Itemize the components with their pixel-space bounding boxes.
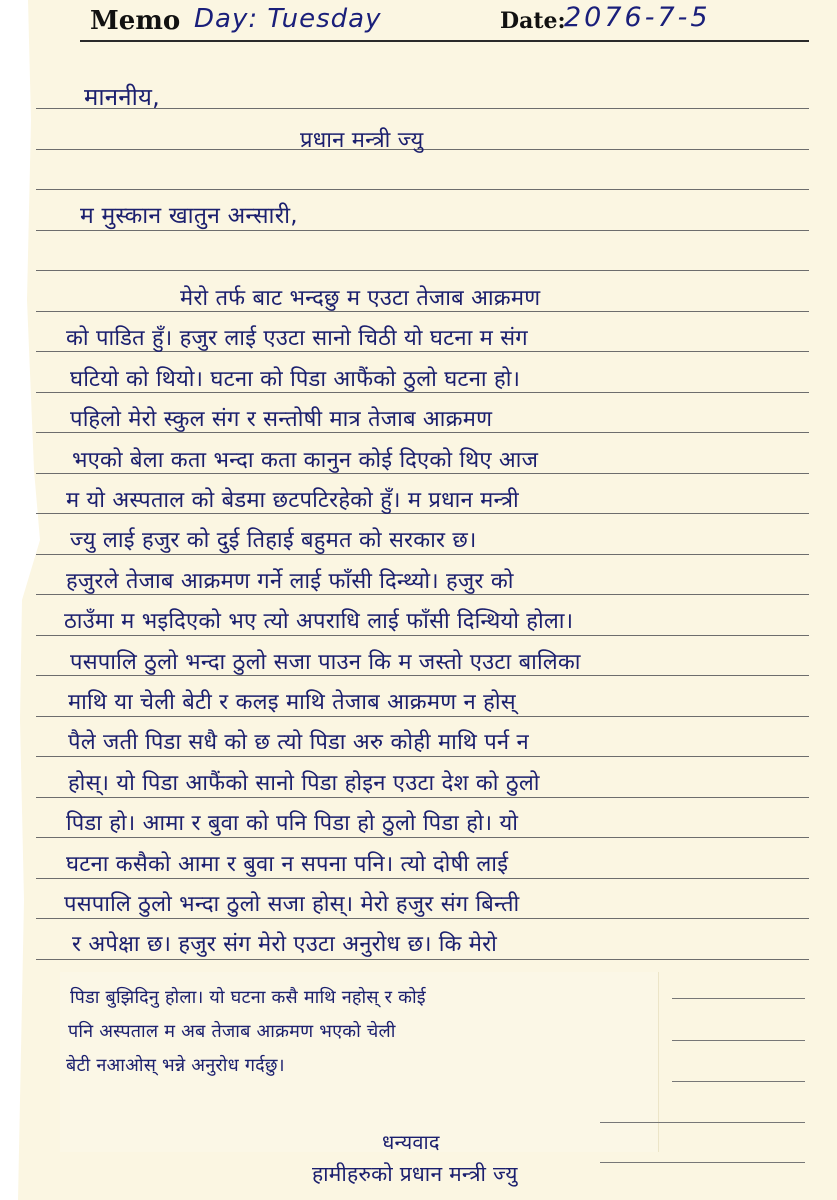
letter-line: घटना कसैको आमा र बुवा न सपना पनि। त्यो दोषी लाई xyxy=(66,852,509,877)
letter-line: पनि अस्पताल म अब तेजाब आक्रमण भएको चेली xyxy=(68,1021,396,1042)
letter-line: पसपालि ठुलो भन्दा ठुलो सजा पाउन कि म जस्तो एउटा बालिका xyxy=(70,650,581,675)
letter-line: घटियो को थियो। घटना को पिडा आफैंको ठुलो घटना हो। xyxy=(70,367,521,392)
ruled-line-stub xyxy=(672,1081,805,1082)
sender-line: म मुस्कान खातुन अन्सारी, xyxy=(80,203,298,229)
letter-line: पैले जती पिडा सधै को छ त्यो पिडा अरु कोही माथि पर्न न xyxy=(68,730,529,755)
letter-line: भएको बेला कता भन्दा कता कानुन कोई दिएको थिए आज xyxy=(72,448,539,473)
ruled-line xyxy=(36,635,809,636)
date-label: Date: xyxy=(500,8,566,34)
letter-line: पिडा हो। आमा र बुवा को पनि पिडा हो ठुलो पिडा हो। यो xyxy=(66,811,519,836)
ruled-line xyxy=(36,959,809,960)
ruled-line xyxy=(36,918,809,919)
ruled-line-stub xyxy=(672,998,805,999)
ruled-line xyxy=(36,837,809,838)
ruled-line xyxy=(36,554,809,555)
letter-line: माथि या चेली बेटी र कलइ माथि तेजाब आक्रमण न होस् xyxy=(68,690,516,715)
letter-line: हजुरले तेजाब आक्रमण गर्ने लाई फाँसी दिन्थ्यो। हजुर को xyxy=(66,569,514,594)
letter-line: पसपालि ठुलो भन्दा ठुलो सजा होस्। मेरो हजुर संग बिन्ती xyxy=(64,892,520,917)
closing: धन्यवाद xyxy=(382,1130,440,1154)
day-field: Day: Tuesday xyxy=(194,4,382,34)
letter-line: मेरो तर्फ बाट भन्दछु म एउटा तेजाब आक्रमण xyxy=(180,286,541,311)
ruled-line xyxy=(36,270,809,271)
torn-paper-edge xyxy=(0,0,60,1200)
ruled-line xyxy=(36,878,809,879)
date-field: 2076-7-5 xyxy=(564,2,711,33)
memo-label: Memo xyxy=(90,6,181,36)
ruled-line-stub xyxy=(600,1162,805,1163)
letter-line: म यो अस्पताल को बेडमा छटपटिरहेको हुँ। म प्रधान मन्त्री xyxy=(66,488,519,513)
salutation: माननीय, xyxy=(84,83,160,111)
letter-line: को पाडित हुँ। हजुर लाई एउटा सानो चिठी यो घटना म संग xyxy=(66,326,528,351)
letter-line: पिडा बुझिदिनु होला। यो घटना कसै माथि नहोस् र कोई xyxy=(70,987,426,1008)
letter-line: पहिलो मेरो स्कुल संग र सन्तोषी मात्र तेजाब आक्रमण xyxy=(70,407,493,432)
ruled-line-stub xyxy=(600,1122,805,1123)
ruled-line-stub xyxy=(672,1040,805,1041)
letter-line: बेटी नआओस् भन्ने अनुरोध गर्दछु। xyxy=(66,1055,285,1076)
ruled-line xyxy=(36,230,809,231)
ruled-line xyxy=(36,189,809,190)
ruled-line xyxy=(36,716,809,717)
letter-line: ठाउँमा म भइदिएको भए त्यो अपराधि लाई फाँसी दिन्थियो होला। xyxy=(64,609,574,634)
ruled-line xyxy=(36,756,809,757)
ruled-line xyxy=(36,797,809,798)
letter-line: र अपेक्षा छ। हजुर संग मेरो एउटा अनुरोध छ। कि मेरो xyxy=(72,932,498,957)
letter-line: होस्। यो पिडा आफैंको सानो पिडा होइन एउटा देश को ठुलो xyxy=(68,771,540,796)
letter-line: ज्यु लाई हजुर को दुई तिहाई बहुमत को सरकार छ। xyxy=(70,528,477,553)
closing-addressee: हामीहरुको प्रधान मन्त्री ज्यु xyxy=(312,1162,518,1186)
header-rule xyxy=(80,40,809,42)
addressee: प्रधान मन्त्री ज्यु xyxy=(300,128,424,153)
